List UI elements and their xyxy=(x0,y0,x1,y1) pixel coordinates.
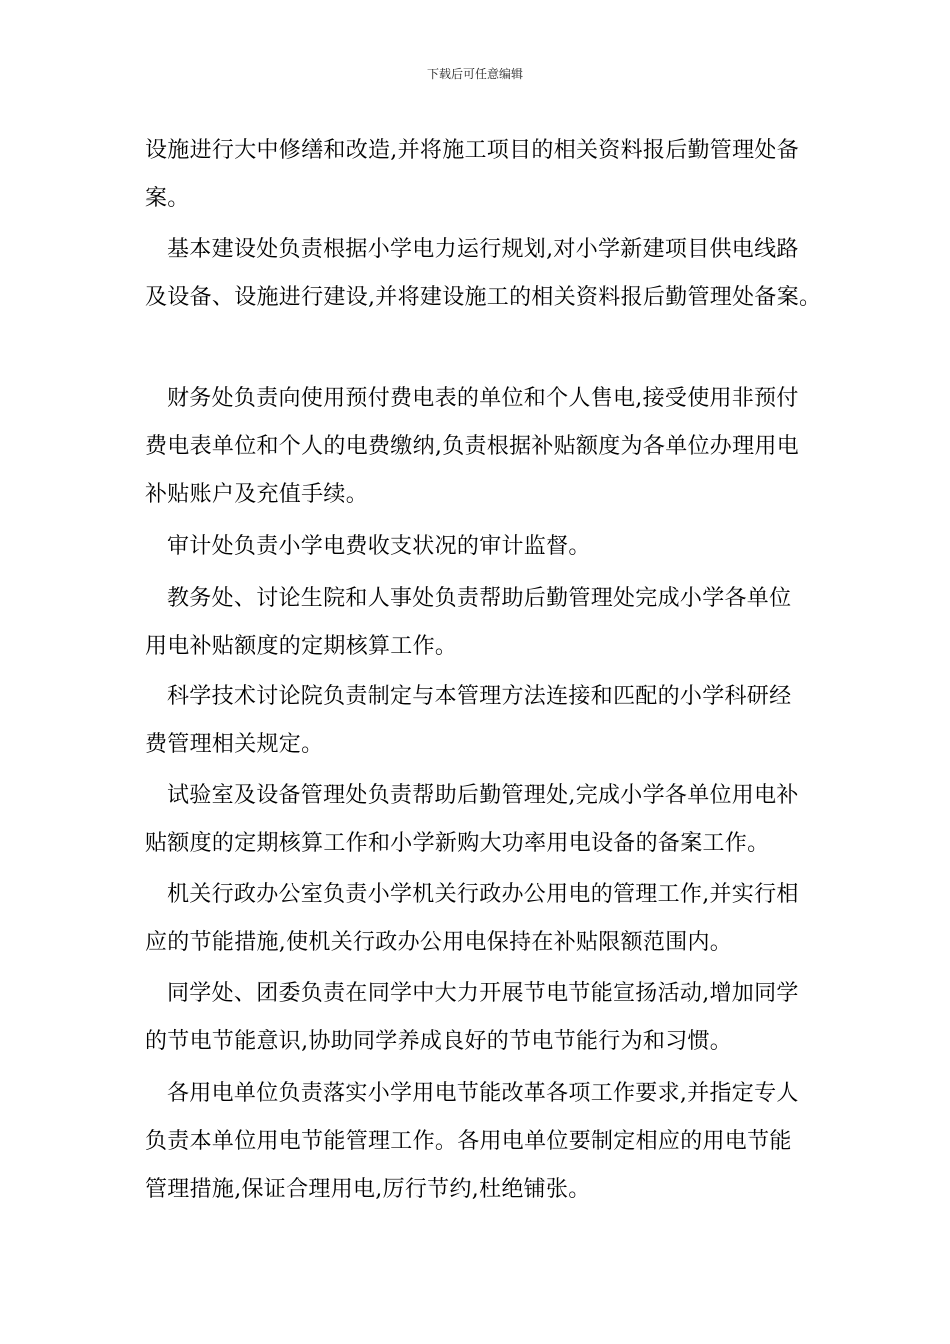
text-line: 案。 xyxy=(145,186,190,211)
paragraph-construction-office xyxy=(145,226,822,322)
text-line: 用电补贴额度的定期核算工作。 xyxy=(145,634,458,659)
text-line: 负责本单位用电节能管理工作。各用电单位要制定相应的用电节能 xyxy=(145,1129,792,1154)
page-header-note: 下载后可任意编辑 xyxy=(426,67,523,81)
text-line: 机关行政办公室负责小学机关行政办公用电的管理工作,并实行相 xyxy=(167,882,799,907)
paragraph-student-office xyxy=(145,970,815,1066)
paragraph-science-research xyxy=(145,673,815,769)
paragraph-finance-office xyxy=(145,375,815,519)
text-line: 费管理相关规定。 xyxy=(145,732,324,757)
paragraph-academic-affairs xyxy=(145,575,815,671)
text-line: 审计处负责小学电费收支状况的审计监督。 xyxy=(167,534,591,559)
text-line: 设施进行大中修缮和改造,并将施工项目的相关资料报后勤管理处备 xyxy=(145,138,799,163)
text-line: 教务处、讨论生院和人事处负责帮助后勤管理处完成小学各单位 xyxy=(167,586,792,611)
text-line: 管理措施,保证合理用电,厉行节约,杜绝铺张。 xyxy=(145,1177,591,1202)
text-line: 科学技术讨论院负责制定与本管理方法连接和匹配的小学科研经 xyxy=(167,684,792,709)
paragraph-audit-office xyxy=(145,523,815,571)
text-line: 应的节能措施,使机关行政办公用电保持在补贴限额范围内。 xyxy=(145,930,733,955)
text-line: 的节电节能意识,协助同学养成良好的节电节能行为和习惯。 xyxy=(145,1029,733,1054)
text-line: 各用电单位负责落实小学用电节能改革各项工作要求,并指定专人 xyxy=(167,1081,799,1106)
text-line: 费电表单位和个人的电费缴纳,负责根据补贴额度为各单位办理用电 xyxy=(145,434,799,459)
text-line: 基本建设处负责根据小学电力运行规划,对小学新建项目供电线路 xyxy=(167,237,799,262)
text-line: 贴额度的定期核算工作和小学新购大功率用电设备的备案工作。 xyxy=(145,831,770,856)
paragraph-facility-repair xyxy=(145,127,815,223)
text-line: 财务处负责向使用预付费电表的单位和个人售电,接受使用非预付 xyxy=(167,386,799,411)
text-line: 补贴账户及充值手续。 xyxy=(145,482,369,507)
text-line: 试验室及设备管理处负责帮助后勤管理处,完成小学各单位用电补 xyxy=(167,783,799,808)
text-line: 同学处、团委负责在同学中大力开展节电节能宣扬活动,增加同学 xyxy=(167,981,799,1006)
text-line: 及设备、设施进行建设,并将建设施工的相关资料报后勤管理处备案。 xyxy=(145,285,822,310)
paragraph-electricity-units xyxy=(145,1070,815,1214)
paragraph-laboratory-office xyxy=(145,772,815,868)
paragraph-administration-office xyxy=(145,871,815,967)
